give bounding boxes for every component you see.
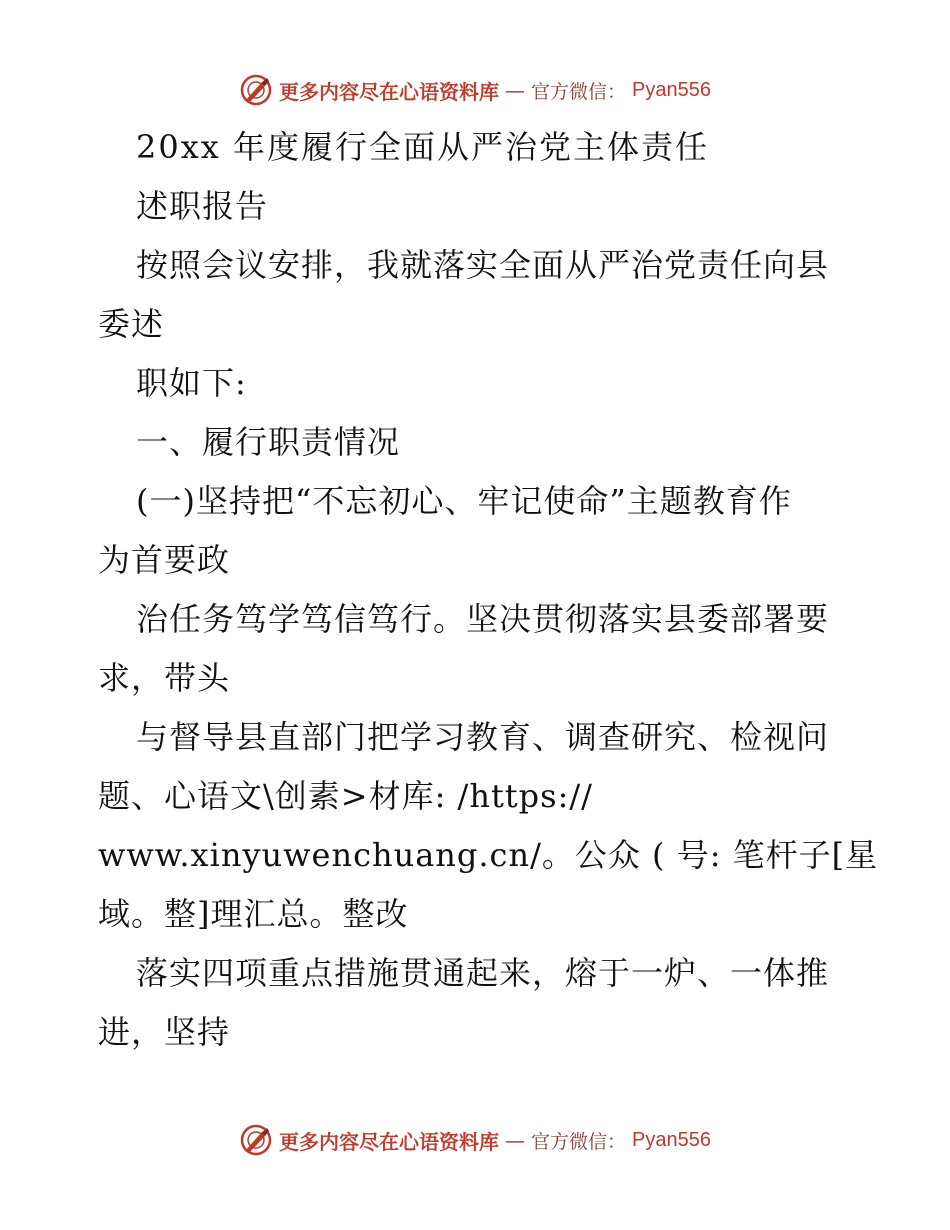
paragraph-line: www.xinyuwenchuang.cn/。公众 ( 号: 笔杆子[星	[98, 836, 879, 874]
paragraph-line: 治任务笃学笃信笃行。坚决贯彻落实县委部署要	[136, 600, 830, 638]
banner-wechat-label: 官方微信：	[531, 80, 627, 103]
paragraph-line: 落实四项重点措施贯通起来，熔于一炉、一体推	[136, 954, 830, 992]
banner-account-id: Pyan556	[632, 78, 711, 101]
banner-separator: —	[505, 1128, 525, 1152]
banner-brand-text: 更多内容尽在心语资料库	[279, 1129, 499, 1154]
document-body	[98, 118, 879, 1062]
banner-brand-text: 更多内容尽在心语资料库	[279, 79, 499, 104]
paragraph-line: (一)坚持把“不忘初心、牢记使命”主题教育作	[136, 482, 792, 520]
section-heading: 一、履行职责情况	[136, 423, 401, 461]
header-banner	[0, 70, 950, 110]
banner-account-id: Pyan556	[632, 1128, 711, 1151]
paragraph-line: 委述	[98, 305, 165, 343]
paragraph-line: 题、心语文\创素>材库: /https://	[98, 777, 593, 815]
paragraph-line: 职如下:	[136, 364, 247, 402]
document-subtitle: 述职报告	[136, 187, 269, 225]
paragraph-line: 按照会议安排，我就落实全面从严治党责任向县	[136, 246, 830, 284]
paragraph-line: 与督导县直部门把学习教育、调查研究、检视问	[136, 718, 830, 756]
paragraph-line: 求，带头	[98, 659, 231, 697]
pen-logo-icon	[239, 1123, 273, 1157]
paragraph-line: 进，坚持	[98, 1013, 231, 1051]
pen-logo-icon	[239, 73, 273, 107]
paragraph-line: 为首要政	[98, 541, 231, 579]
document-title: 20xx 年度履行全面从严治党主体责任	[136, 128, 709, 166]
banner-separator: —	[505, 78, 525, 102]
banner-wechat-label: 官方微信：	[531, 1130, 627, 1153]
paragraph-line: 域。整]理汇总。整改	[98, 895, 409, 933]
footer-banner	[0, 1120, 950, 1160]
